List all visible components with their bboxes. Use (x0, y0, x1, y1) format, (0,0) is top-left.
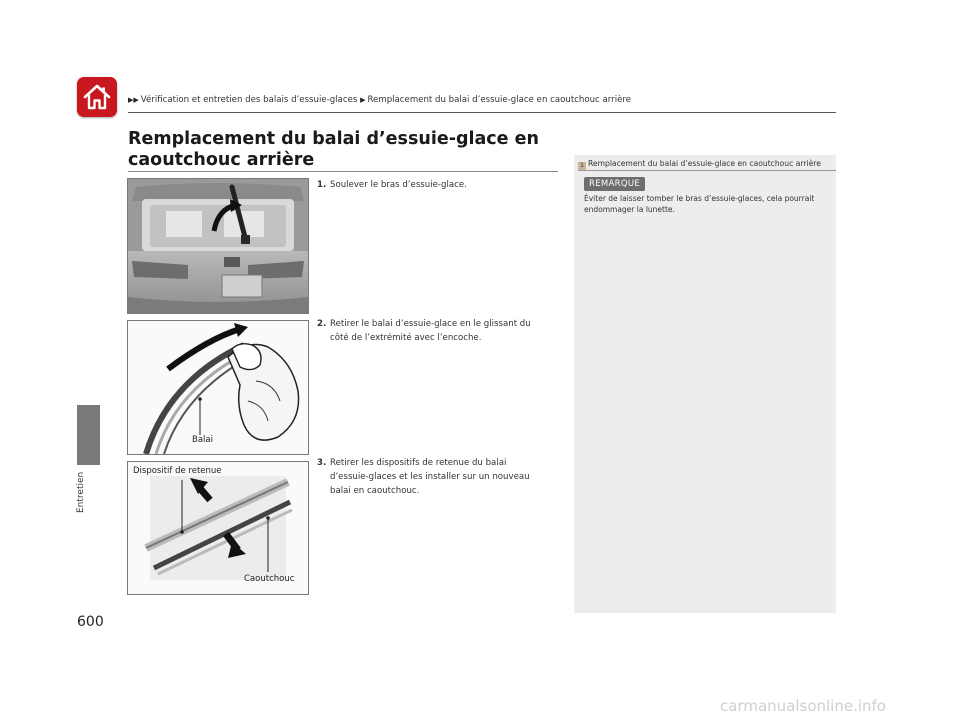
step-number: 3. (317, 458, 327, 468)
note-marker-icon: 1 (578, 162, 586, 170)
title-divider (128, 171, 558, 172)
note-divider (578, 170, 836, 171)
step-text: Soulever le bras d’essuie-glace. (330, 180, 467, 190)
note-text: Éviter de laisser tomber le bras d’essuie-glaces, cela pourrait endommager la lunette. (584, 194, 815, 214)
label-balai: Balai (192, 435, 213, 445)
home-icon (81, 81, 113, 113)
breadcrumb (128, 95, 631, 105)
step-number: 1. (317, 180, 327, 190)
figure-retainers (127, 461, 309, 595)
step-text: Retirer les dispositifs de retenue du balai d’essuie-glaces et les installer sur un nouveau balai en caoutchouc. (330, 458, 530, 496)
triangle-right-icon: ▶▶ (128, 96, 139, 104)
page-title (128, 129, 558, 171)
page-title-line2: caoutchouc arrière (128, 150, 315, 170)
remarque-badge: REMARQUE (584, 177, 645, 191)
section-tab-label: Entretien (76, 471, 86, 513)
car-rear-illustration (128, 179, 308, 313)
page-title-line1: Remplacement du balai d’essuie-glace en (128, 129, 539, 149)
home-button[interactable] (77, 77, 117, 117)
step-1 (317, 178, 547, 192)
page-number: 600 (77, 614, 104, 630)
step-2 (317, 317, 547, 345)
step-3 (317, 456, 547, 498)
figure-rear-wiper-raised (127, 178, 309, 314)
note-header-text: Remplacement du balai d’essuie-glace en caoutchouc arrière (588, 159, 821, 168)
label-caoutchouc: Caoutchouc (244, 574, 295, 584)
hand-sliding-blade-illustration (128, 321, 308, 454)
breadcrumb-current: Remplacement du balai d’essuie-glace en caoutchouc arrière (367, 95, 632, 105)
triangle-right-icon: ▶ (360, 96, 366, 104)
sidebar-note-panel (574, 155, 836, 613)
note-header (578, 159, 821, 170)
figure-sliding-blade (127, 320, 309, 455)
step-text: Retirer le balai d’essuie-glace en le glissant du côté de l’extrémité avec l’encoche. (330, 319, 531, 343)
watermark: carmanualsonline.info (720, 697, 886, 715)
header-divider (128, 112, 836, 113)
step-number: 2. (317, 319, 327, 329)
breadcrumb-link-verification[interactable]: Vérification et entretien des balais d’essuie-glaces (140, 95, 358, 105)
label-dispositif-de-retenue: Dispositif de retenue (133, 466, 222, 476)
